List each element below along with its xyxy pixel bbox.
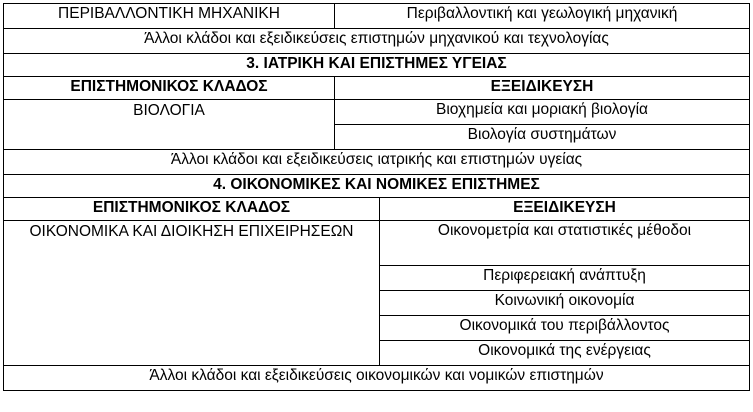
column-header-field: ΕΠΙΣΤΗΜΟΝΙΚΟΣ ΚΛΑΔΟΣ [4, 77, 335, 100]
column-header-field: ΕΠΙΣΤΗΜΟΝΙΚΟΣ ΚΛΑΔΟΣ [4, 198, 380, 221]
column-header-row [4, 198, 750, 221]
table-row [4, 366, 750, 391]
specialization-cell: Βιολογία συστημάτων [335, 125, 750, 150]
section-header-row [4, 54, 750, 77]
disciplines-table [3, 3, 750, 391]
field-cell: ΟΙΚΟΝΟΜΙΚΑ ΚΑΙ ΔΙΟΙΚΗΣΗ ΕΠΙΧΕΙΡΗΣΕΩΝ [4, 221, 380, 366]
specialization-cell: Οικονομικά της ενέργειας [380, 341, 750, 366]
table-row [4, 221, 750, 266]
table-row [4, 4, 750, 29]
specialization-cell: Περιβαλλοντική και γεωλογική μηχανική [335, 4, 750, 29]
field-cell: ΒΙΟΛΟΓΙΑ [4, 100, 335, 150]
field-cell: ΠΕΡΙΒΑΛΛΟΝΤΙΚΗ ΜΗΧΑΝΙΚΗ [4, 4, 335, 29]
other-fields-cell: Άλλοι κλάδοι και εξειδικεύσεις ιατρικής και επιστημών υγείας [4, 150, 750, 175]
column-header-specialization: ΕΞΕΙΔΙΚΕΥΣΗ [380, 198, 750, 221]
column-header-specialization: ΕΞΕΙΔΙΚΕΥΣΗ [335, 77, 750, 100]
table-row [4, 29, 750, 54]
specialization-cell: Οικονομικά του περιβάλλοντος [380, 316, 750, 341]
section-title: 4. ΟΙΚΟΝΟΜΙΚΕΣ ΚΑΙ ΝΟΜΙΚΕΣ ΕΠΙΣΤΗΜΕΣ [4, 175, 750, 198]
column-header-row [4, 77, 750, 100]
other-fields-cell: Άλλοι κλάδοι και εξειδικεύσεις επιστημών μηχανικού και τεχνολογίας [4, 29, 750, 54]
other-fields-cell: Άλλοι κλάδοι και εξειδικεύσεις οικονομικών και νομικών επιστημών [4, 366, 750, 391]
section-title: 3. ΙΑΤΡΙΚΗ ΚΑΙ ΕΠΙΣΤΗΜΕΣ ΥΓΕΙΑΣ [4, 54, 750, 77]
section-header-row [4, 175, 750, 198]
specialization-cell: Οικονομετρία και στατιστικές μέθοδοι [380, 221, 750, 266]
specialization-cell: Βιοχημεία και μοριακή βιολογία [335, 100, 750, 125]
table-row [4, 150, 750, 175]
specialization-cell: Περιφερειακή ανάπτυξη [380, 266, 750, 291]
table-row [4, 100, 750, 125]
specialization-cell: Κοινωνική οικονομία [380, 291, 750, 316]
